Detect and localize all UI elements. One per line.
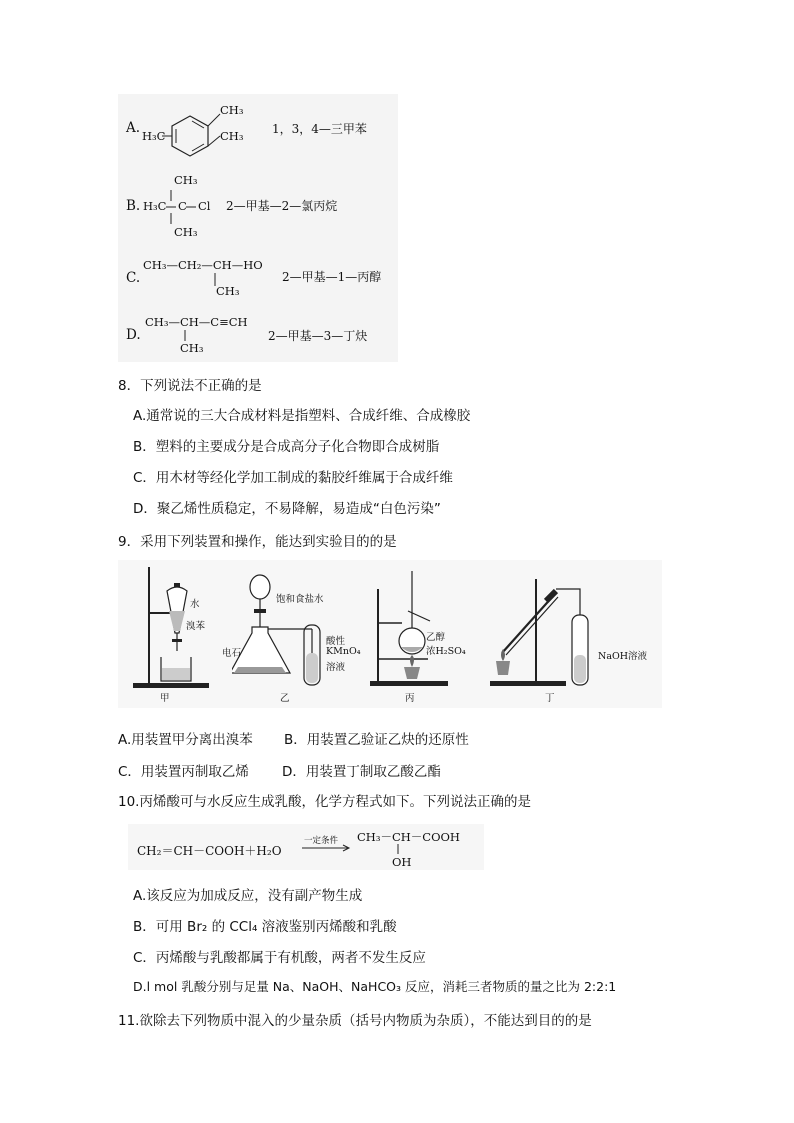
- d-chain: CH₃—CH—C≡CH: [145, 315, 248, 329]
- caption-jia: 甲: [160, 693, 170, 704]
- c-chain: CH₃—CH₂—CH—HO: [143, 258, 263, 272]
- equation-product: CH₃－CH－COOH: [357, 830, 460, 844]
- apparatus-ding: [484, 575, 654, 695]
- b-right: Cl: [198, 199, 211, 213]
- caption-bing: 丙: [405, 693, 415, 704]
- equation-condition: 一定条件: [304, 836, 339, 846]
- option-letter: A.: [126, 120, 141, 136]
- b-top: CH₃: [174, 173, 198, 187]
- q9-option-a: A.用装置甲分离出溴苯: [118, 732, 253, 748]
- compound-name: 1，3，4—三甲苯: [272, 122, 367, 136]
- label-acid: 浓H₂SO₄: [426, 646, 466, 657]
- label-brine: 饱和食盐水: [276, 594, 324, 605]
- option-letter: D.: [126, 327, 141, 343]
- compound-name: 2—甲基—3—丁炔: [268, 329, 368, 343]
- label-water: 水: [190, 599, 200, 610]
- compound-name: 2—甲基—2—氯丙烷: [226, 199, 338, 213]
- q10-option-b: B．可用 Br₂ 的 CCl₄ 溶液鉴别丙烯酸和乳酸: [133, 919, 397, 935]
- label-kmno4-2: KMnO₄: [326, 646, 361, 657]
- b-left: H₃C: [143, 199, 167, 213]
- q8-option-d: D．聚乙烯性质稳定，不易降解，易造成“白色污染”: [133, 501, 441, 517]
- label-carbide: 电石: [222, 648, 242, 659]
- option-letter: C.: [126, 270, 141, 286]
- branch-bond: [180, 329, 190, 343]
- q8-option-c: C．用木材等经化学加工制成的黏胶纤维属于合成纤维: [133, 470, 453, 486]
- q8-stem: 8．下列说法不正确的是: [118, 378, 262, 394]
- substituent-ch3-right: CH₃: [220, 129, 244, 143]
- apparatus-bing: [368, 563, 458, 693]
- q11-stem: 11.欲除去下列物质中混入的少量杂质（括号内物质为杂质），不能达到目的的是: [118, 1013, 592, 1029]
- substituent-ch3-top: CH₃: [220, 103, 244, 117]
- b-center: C: [178, 199, 187, 213]
- apparatus-jia: [125, 563, 225, 703]
- equation-product-branch: OH: [392, 855, 412, 869]
- q9-stem: 9．采用下列装置和操作，能达到实验目的的是: [118, 534, 397, 550]
- branch-bond: [210, 272, 220, 288]
- product-branch-bond: [393, 843, 403, 855]
- q8-option-b: B．塑料的主要成分是合成高分子化合物即合成树脂: [133, 439, 440, 455]
- label-naoh: NaOH溶液: [598, 651, 648, 662]
- q10-option-c: C．丙烯酸与乳酸都属于有机酸，两者不发生反应: [133, 950, 426, 966]
- q9-option-b: B．用装置乙验证乙炔的还原性: [284, 732, 469, 748]
- label-ethanol: 乙醇: [426, 632, 446, 643]
- option-letter: B.: [126, 198, 141, 214]
- equation-reactants: CH₂＝CH－COOH＋H₂O: [137, 844, 282, 858]
- reaction-arrow: [300, 843, 352, 853]
- q10-stem: 10.丙烯酸可与水反应生成乳酸，化学方程式如下。下列说法正确的是: [118, 794, 531, 810]
- d-branch: CH₃: [180, 341, 204, 355]
- q9-option-c: C．用装置丙制取乙烯: [118, 764, 249, 780]
- caption-ding: 丁: [545, 693, 555, 704]
- c-branch: CH₃: [216, 284, 240, 298]
- substituent-h3c: H₃C: [142, 129, 166, 143]
- caption-yi: 乙: [280, 693, 290, 704]
- bond-lines: [160, 180, 210, 230]
- apparatus-yi: [232, 563, 342, 693]
- q10-option-d: D.l mol 乳酸分别与足量 Na、NaOH、NaHCO₃ 反应，消耗三者物质的量之比为 2:2:1: [133, 979, 617, 994]
- label-kmno4-1: 酸性: [326, 636, 346, 647]
- label-bromobenzene: 溴苯: [186, 621, 206, 632]
- compound-name: 2—甲基—1—丙醇: [282, 270, 382, 284]
- q9-option-d: D．用装置丁制取乙酸乙酯: [282, 764, 441, 780]
- b-bottom: CH₃: [174, 225, 198, 239]
- q8-option-a: A.通常说的三大合成材料是指塑料、合成纤维、合成橡胶: [133, 408, 471, 424]
- q10-option-a: A.该反应为加成反应，没有副产物生成: [133, 888, 363, 904]
- label-kmno4-3: 溶液: [326, 662, 346, 673]
